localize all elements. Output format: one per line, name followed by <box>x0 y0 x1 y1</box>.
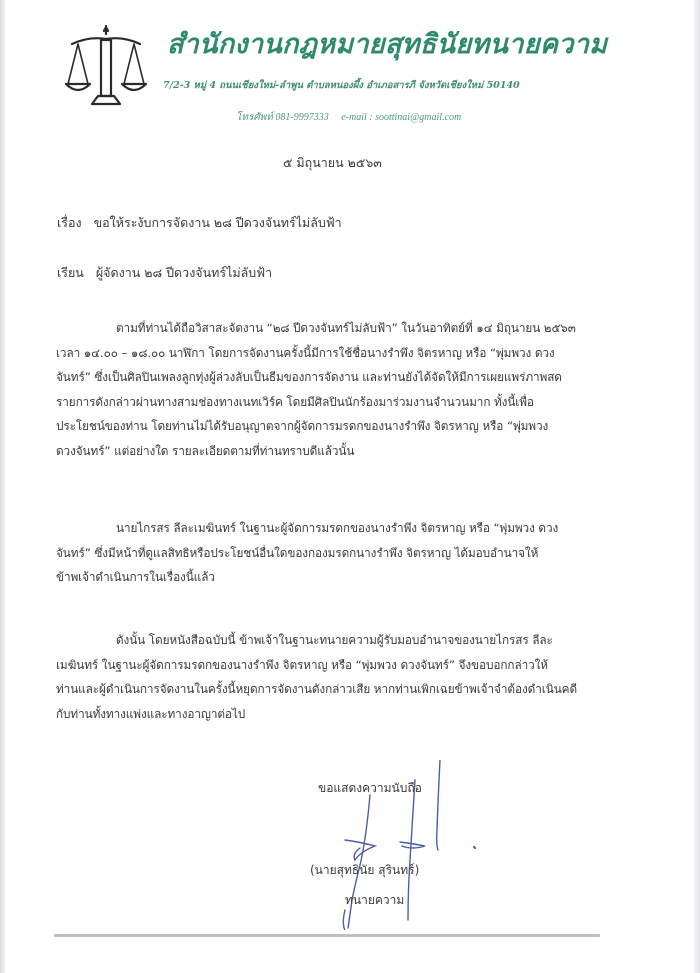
paragraph-line: กับท่านทั้งทางแพ่งและทางอาญาต่อไป <box>56 706 246 721</box>
letter-date: ๕ มิถุนายน ๒๕๖๓ <box>283 155 382 170</box>
org-name: สำนักงานกฎหมายสุทธินัยทนายความ <box>167 29 608 60</box>
paragraph-line: ดวงจันทร์” แต่อย่างใด รายละเอียดตามที่ท่านทราบดีแล้วนั้น <box>56 443 355 458</box>
org-address: 7/2-3 หมู่ 4 ถนนเชียงใหม่-ลำพูน ตำบลหนองผึ้ง อำเภอสารภี จังหวัดเชียงใหม่ 50140 <box>163 80 520 91</box>
paragraph-line: ท่านและผู้ดำเนินการจัดงานในครั้งนี้หยุดการจัดงานดังกล่าวเสีย หากท่านเพิกเฉยข้าพเจ้าจำต้องดำเนินคดี <box>56 682 578 696</box>
paragraph-line: รายการดังกล่าวผ่านทางสามช่องทางเนทเวิร์ค โดยมีศิลปินนักร้องมาร่วมงานจำนวนมาก ทั้งนี้เพื่อ <box>56 394 534 409</box>
paragraph-line: จันทร์” ซึ่งมีหน้าที่ดูแลสิทธิหรือประโยชน์อื่นใดของกองมรดกนางรำพึง จิตรหาญ ได้มอบอำนาจให้ <box>56 545 539 560</box>
page-edge-left <box>0 0 5 973</box>
page-edge-right <box>694 0 700 973</box>
letterhead <box>60 18 620 128</box>
recipient-text: ผู้จัดงาน ๒๘ ปีดวงจันทร์ไม่ลับฟ้า <box>95 265 273 280</box>
paragraph-line: ประโยชน์ของท่าน โดยท่านไม่ได้รับอนุญาตจากผู้จัดการมรดกของนางรำพึง จิตรหาญ หรือ “พุ่มพวง <box>56 419 549 433</box>
paragraph-line: ดังนั้น โดยหนังสือฉบับนี้ ข้าพเจ้าในฐานะทนายความผู้รับมอบอำนาจของนายไกรสร ลีละ <box>116 633 553 647</box>
paragraph-line: นายไกรสร ลีละเมฆินทร์ ในฐานะผู้จัดการมรดกของนางรำพึง จิตรหาญ หรือ “พุ่มพวง ดวง <box>116 521 559 535</box>
recipient-label: เรียน <box>57 265 84 280</box>
signatory-name: (นายสุทธินัย สุรินทร์) <box>310 863 420 877</box>
body-paragraph-3 <box>56 628 655 726</box>
letter-recipient <box>57 263 272 283</box>
subject-label: เรื่อง <box>57 215 82 230</box>
paragraph-line: เมฆินทร์ ในฐานะผู้จัดการมรดกของนางรำพึง จิตรหาญ หรือ “พุ่มพวง ดวงจันทร์” จึงขอบอกกล่าวให้ <box>56 657 548 672</box>
scales-of-justice-icon <box>64 22 148 108</box>
paragraph-line: ข้าพเจ้าดำเนินการในเรื่องนี้แล้ว <box>56 570 215 584</box>
letter-closing: ขอแสดงความนับถือ <box>318 781 422 795</box>
org-phone: โทรศัพท์ 081-9997333 <box>236 112 329 123</box>
org-email: e-mail : soottinai@gmail.com <box>341 112 462 123</box>
signatory-title: ทนายความ <box>345 893 405 907</box>
org-contact <box>236 110 471 125</box>
paragraph-line: จันทร์” ซึ่งเป็นศิลปินเพลงลูกทุ่งผู้ล่วงลับเป็นธีมของการจัดงาน และท่านยังได้จัดให้มีการเผยแพร่ภาพสด <box>56 370 562 384</box>
paragraph-line: ตามที่ท่านได้ถือวิสาสะจัดงาน “๒๘ ปีดวงจันทร์ไม่ลับฟ้า” ในวันอาทิตย์ที่ ๑๔ มิถุนายน ๒๕๖๓ <box>116 321 576 335</box>
subject-text: ขอให้ระงับการจัดงาน ๒๘ ปีดวงจันทร์ไม่ลับฟ้า <box>93 215 342 230</box>
footer-divider <box>54 934 600 937</box>
letter-subject <box>57 213 342 233</box>
body-paragraph-2 <box>56 516 655 590</box>
paragraph-line: เวลา ๑๔.๐๐ – ๑๘.๐๐ นาฬิกา โดยการจัดงานครั้งนี้มีการใช้ชื่อนางรำพึง จิตรหาญ หรือ “พุ่มพวง ดวง <box>56 345 555 360</box>
body-paragraph-1 <box>56 316 655 463</box>
